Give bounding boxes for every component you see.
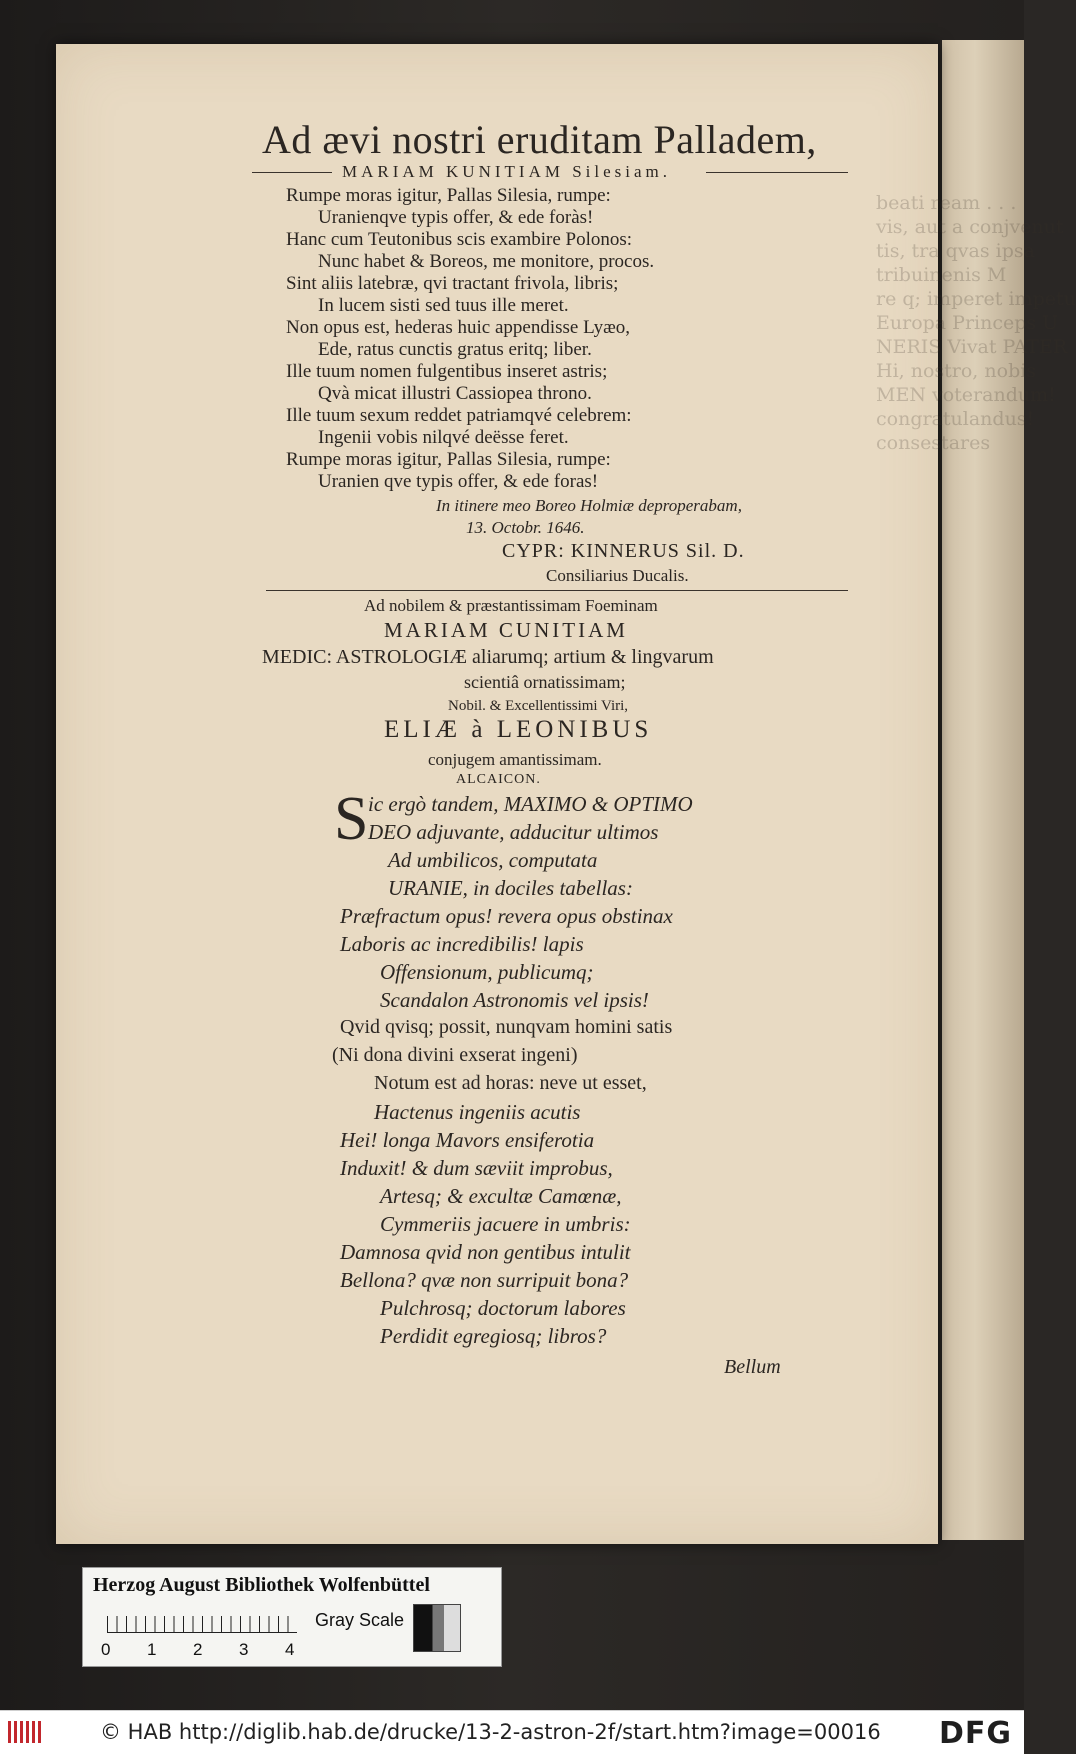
poem1-title: Ad ævi nostri eruditam Palladem, (262, 117, 817, 162)
verse-line: Rumpe moras igitur, Pallas Silesia, rumpe: (286, 185, 611, 206)
verse-line: Artesq; & excultæ Camœnæ, (380, 1184, 622, 1208)
bleed-line: MEN voterandum! (876, 384, 1056, 406)
footer-bar (0, 1710, 1024, 1754)
verse-line: Præfractum opus! revera opus obstinax (340, 904, 673, 928)
color-calibration-card (82, 1567, 502, 1667)
verse-line: Perdidit egregiosq; libros? (380, 1324, 607, 1348)
bleed-line: consestares (876, 432, 991, 454)
dedication-line: Nobil. & Excellentissimi Viri, (448, 698, 629, 714)
verse-line: Uranien qve typis offer, & ede foras! (318, 471, 599, 492)
poem1-note: In itinere meo Boreo Holmiæ deproperabam, (436, 496, 742, 515)
verse-line: Rumpe moras igitur, Pallas Silesia, rumpe: (286, 449, 611, 470)
rule (252, 172, 332, 173)
dedication-line: MEDIC: ASTROLOGIÆ aliarumq; artium & lingvarum (262, 646, 714, 668)
verse-line: URANIE, in dociles tabellas: (388, 876, 633, 900)
poem1-subtitle: MARIAM KUNITIAM Silesiam. (342, 162, 672, 181)
dedication-line: Ad nobilem & præstantissimam Foeminam (364, 596, 658, 615)
catchword: Bellum (724, 1356, 781, 1378)
dfg-logo: DFG (938, 1716, 1012, 1751)
scale-tick: 4 (285, 1640, 295, 1659)
verse-line: In lucem sisti sed tuus ille meret. (318, 295, 569, 316)
verse-line: Bellona? qvæ non surripuit bona? (340, 1268, 629, 1292)
scale-tick: 2 (193, 1640, 203, 1659)
gray-scale-swatch (413, 1604, 461, 1652)
separator-rule (266, 590, 848, 591)
verse-line: Uranienqve typis offer, & ede foràs! (318, 207, 594, 228)
verse-line: Hactenus ingeniis acutis (374, 1100, 581, 1124)
bleed-line: tribuinenis M (876, 264, 1007, 286)
poem1-author-role: Consiliarius Ducalis. (546, 566, 689, 585)
scale-tick: 0 (101, 1640, 111, 1659)
verse-line: Ille tuum nomen fulgentibus inseret astris; (286, 361, 608, 382)
poem1-date: 13. Octobr. 1646. (466, 518, 585, 537)
scale-tick: 1 (147, 1640, 157, 1659)
rule (706, 172, 848, 173)
verse-line: Hanc cum Teutonibus scis exambire Polonos: (286, 229, 633, 250)
verse-line: Hei! longa Mavors ensiferotia (340, 1128, 595, 1152)
verse-line: (Ni dona divini exserat ingeni) (332, 1044, 578, 1066)
book-page (56, 44, 1076, 1544)
verse-line: Notum est ad horas: neve ut esset, (374, 1072, 647, 1094)
verse-line: Laboris ac incredibilis! lapis (340, 932, 584, 956)
measurement-scale (107, 1608, 297, 1633)
verse-line: ic ergò tandem, MAXIMO & OPTIMO (368, 792, 693, 816)
verse-line: Offensionum, publicumq; (380, 960, 594, 984)
verse-line: Nunc habet & Boreos, me monitore, procos. (318, 251, 655, 272)
verse-line: Cymmeriis jacuere in umbris: (380, 1212, 631, 1236)
bleed-line: beati ream . . . (876, 192, 1017, 214)
poem1-author: CYPR: KINNERUS Sil. D. (502, 540, 745, 562)
verse-line: Ad umbilicos, computata (388, 848, 598, 872)
bleed-line: Europa Princeps U (876, 312, 1059, 334)
husband-name: ELIÆ à LEONIBUS (384, 716, 653, 743)
verse-line: Non opus est, hederas huic appendisse Lyæo, (286, 317, 631, 338)
footer-url-link[interactable]: © HAB http://diglib.hab.de/drucke/13-2-astron-2f/start.htm?image=00016 (100, 1720, 881, 1744)
hab-logo-icon (8, 1721, 44, 1743)
bleed-line: tis, tra qvas ipsa (876, 240, 1035, 262)
dedication-line: conjugem amantissimam. (428, 750, 602, 769)
bleed-line: NERIS Vivat PATER (876, 336, 1068, 358)
bleed-line: congratulandus! (876, 408, 1035, 430)
verse-line: DEO adjuvante, adducitur ultimos (368, 820, 659, 844)
bleed-line: Hi, nostro, nobis (876, 360, 1037, 382)
verse-line: Ede, ratus cunctis gratus eritq; liber. (318, 339, 592, 360)
bleed-line: vis, aut a conjvenut (876, 216, 1064, 238)
scale-tick: 3 (239, 1640, 249, 1659)
bleed-line: re q; imperet impetu (876, 288, 1076, 310)
verse-line: Ille tuum sexum reddet patriamqvé celebrem: (286, 405, 632, 426)
dedication-line: scientiâ ornatissimam; (464, 672, 626, 692)
verse-line: Ingenii vobis nilqvé deësse feret. (318, 427, 569, 448)
card-title: Herzog August Bibliothek Wolfenbüttel (93, 1574, 430, 1596)
verse-line: Scandalon Astronomis vel ipsis! (380, 988, 649, 1012)
meter-label: ALCAICON. (456, 772, 541, 787)
drop-cap: S (334, 785, 369, 853)
verse-line: Sint aliis latebræ, qvi tractant frivola, libris; (286, 273, 619, 294)
verse-line: Pulchrosq; doctorum labores (380, 1296, 626, 1320)
verse-line: Qvid qvisq; possit, nunqvam homini satis (340, 1016, 673, 1038)
gray-scale-label: Gray Scale (315, 1610, 405, 1630)
verse-line: Damnosa qvid non gentibus intulit (340, 1240, 631, 1264)
verse-line: Qvà micat illustri Cassiopea throno. (318, 383, 592, 404)
verse-line: Induxit! & dum sæviit improbus, (340, 1156, 613, 1180)
dedicatee-name: MARIAM CUNITIAM (384, 618, 628, 642)
